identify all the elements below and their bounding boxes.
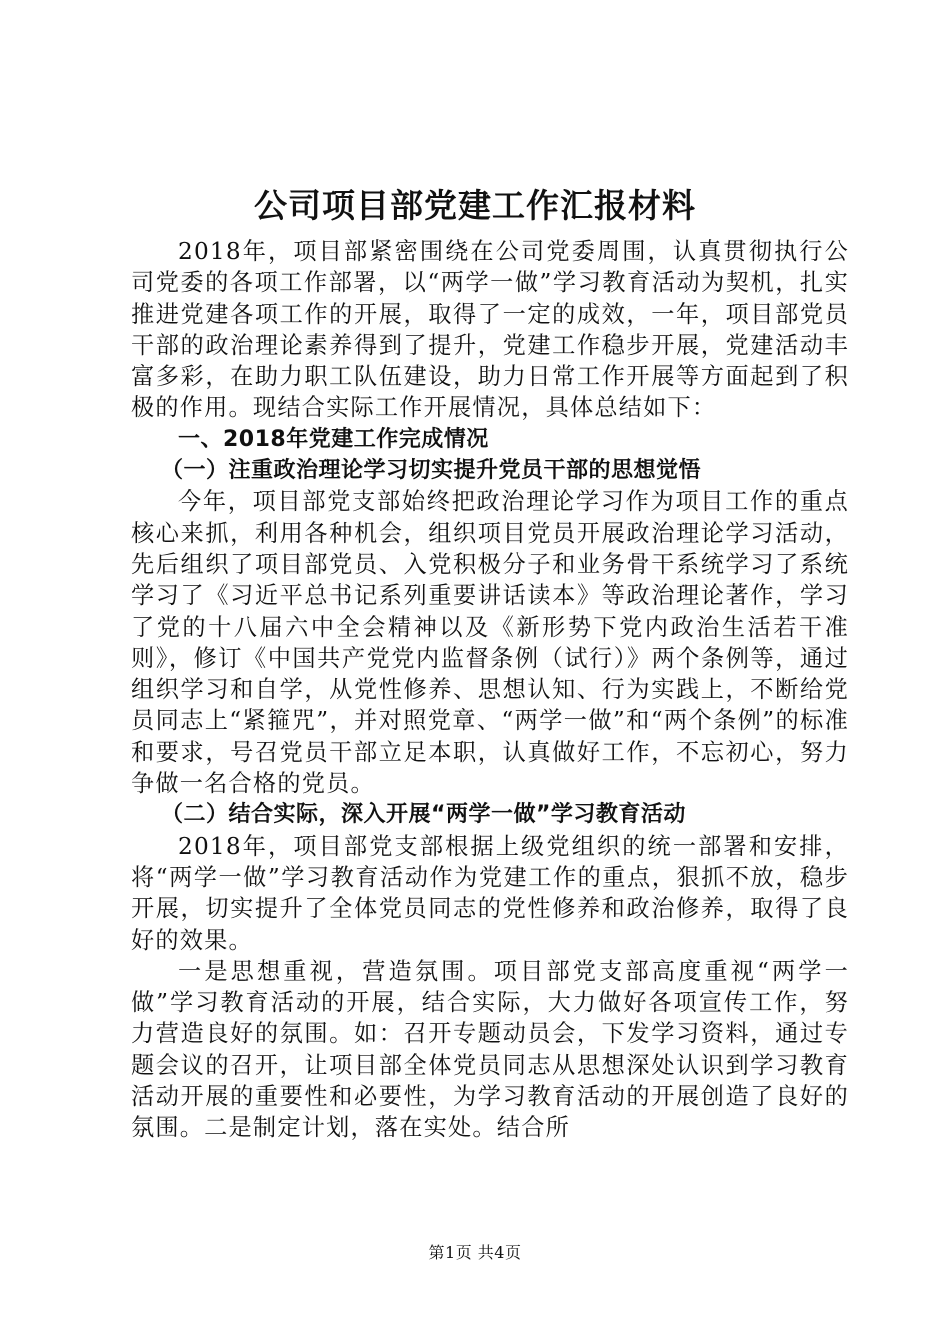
subsection-heading-2: （二）结合实际，深入开展“两学一做”学习教育活动	[161, 802, 686, 828]
paragraph-theory-study: 今年，项目部党支部始终把政治理论学习作为项目工作的重点核心来抓，利用各种机会，组织项目党员开展政治理论学习活动，先后组织了项目部党员、入党积极分子和业务骨干系统学习了系统学习了《习近平总书记系列重要讲话读本》等政治理论著作，学习了党的十八届六中全会精神以及《新形势下党内政治生活若干准则》，修订《中国共产党党内监督条例（试行）》两个条例等，通过组织学习和自学，从党性修养、思想认知、行为实践上，不断给党员同志上“紧箍咒”，并对照党章、“两学一做”和“两个条例”的标准和要求，号召党员干部立足本职，认真做好工作，不忘初心，努力争做一名合格的党员。	[131, 488, 849, 798]
subsection-heading-1: （一）注重政治理论学习切实提升党员干部的思想觉悟	[161, 458, 702, 484]
paragraph-intro: 2018年，项目部紧密围绕在公司党委周围，认真贯彻执行公司党委的各项工作部署，以“两学一做”学习教育活动为契机，扎实推进党建各项工作的开展，取得了一定的成效，一年，项目部党员干部的政治理论素养得到了提升，党建工作稳步开展，党建活动丰富多彩，在助力职工队伍建设，助力日常工作开展等方面起到了积极的作用。现结合实际工作开展情况，具体总结如下：	[131, 238, 849, 422]
paragraph-ideological-emphasis: 一是思想重视，营造氛围。项目部党支部高度重视“两学一做”学习教育活动的开展，结合实际，大力做好各项宣传工作，努力营造良好的氛围。如：召开专题动员会，下发学习资料，通过专题会议的召开，让项目部全体党员同志从思想深处认识到学习教育活动开展的重要性和必要性，为学习教育活动的开展创造了良好的氛围。二是制定计划，落在实处。结合所	[131, 957, 849, 1142]
document-title: 公司项目部党建工作汇报材料	[254, 186, 696, 225]
section-heading-1: 一、2018年党建工作完成情况	[178, 426, 489, 452]
page-number-footer: 第1页 共4页	[428, 1243, 522, 1262]
document-body	[131, 236, 849, 1144]
paragraph-two-learn-one-do: 2018年，项目部党支部根据上级党组织的统一部署和安排，将“两学一做”学习教育活动作为党建工作的重点，狠抓不放，稳步开展，切实提升了全体党员同志的党性修养和政治修养，取得了良好的效果。	[131, 832, 849, 954]
